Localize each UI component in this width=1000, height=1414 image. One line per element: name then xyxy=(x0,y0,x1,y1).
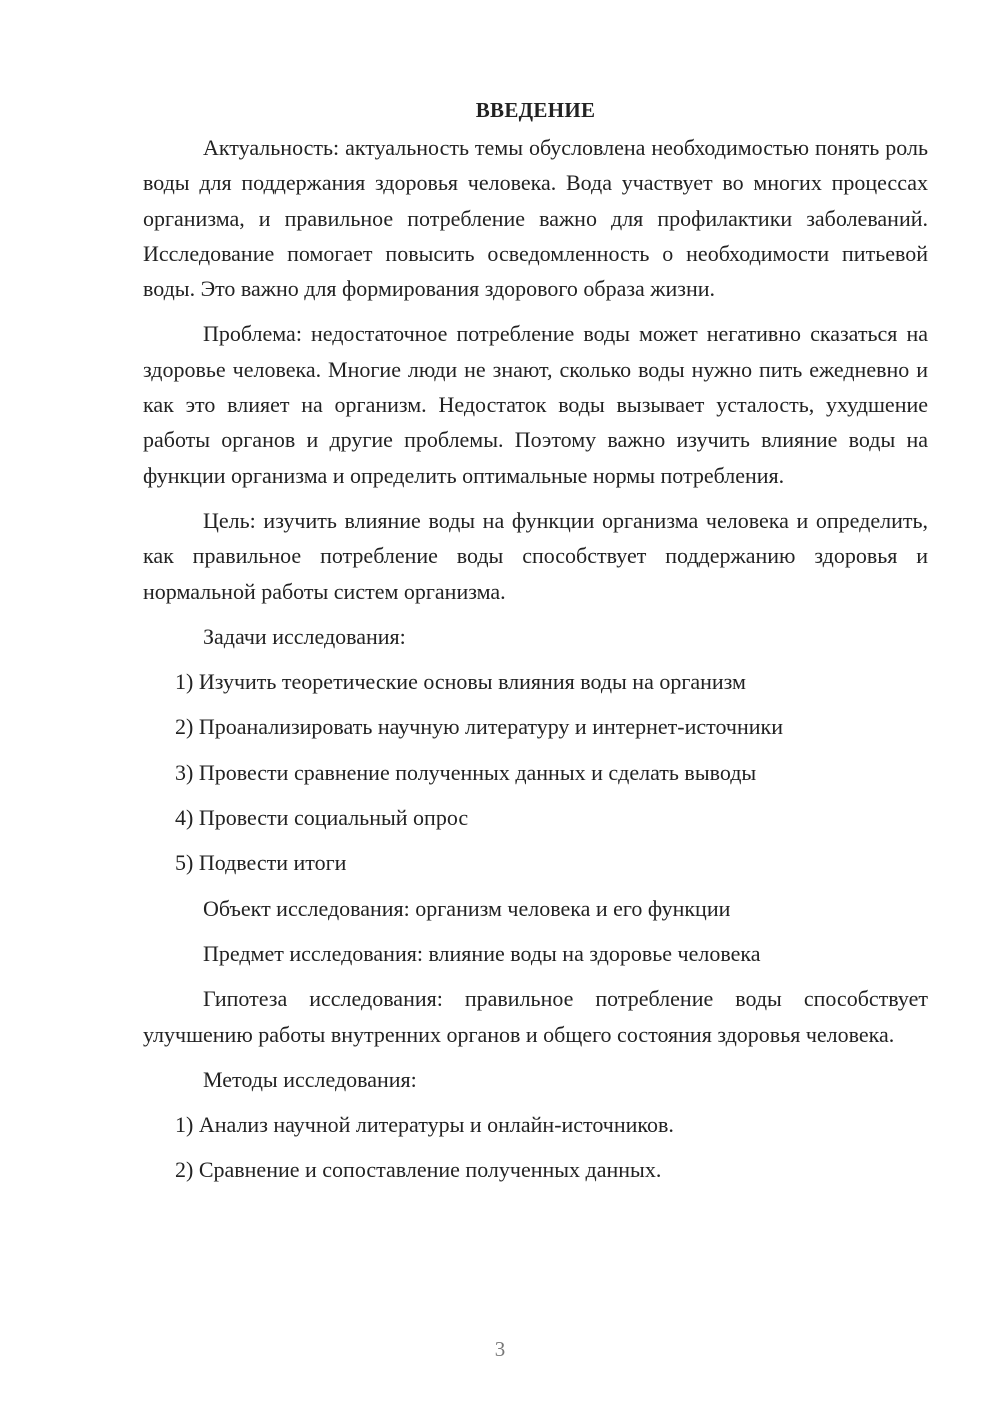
page-number: 3 xyxy=(494,1337,506,1361)
object-line: Объект исследования: организм человека и его функции xyxy=(203,895,731,921)
task-item: 4) Провести социальный опрос xyxy=(175,805,469,831)
task-item: 1) Изучить теоретические основы влияния воды на организм xyxy=(175,669,746,695)
task-item: 2) Проанализировать научную литературу и интернет-источники xyxy=(175,714,783,740)
page-content xyxy=(143,94,928,1198)
task-item: 5) Подвести итоги xyxy=(175,850,347,876)
subject-line: Предмет исследования: влияние воды на здоровье человека xyxy=(203,940,761,966)
task-item: 3) Провести сравнение полученных данных и сделать выводы xyxy=(175,759,757,785)
method-item: 2) Сравнение и сопоставление полученных данных. xyxy=(175,1157,662,1183)
methods-heading: Методы исследования: xyxy=(203,1066,417,1092)
section-title: ВВЕДЕНИЕ xyxy=(475,98,596,122)
tasks-heading: Задачи исследования: xyxy=(203,623,406,649)
method-item: 1) Анализ научной литературы и онлайн-источников. xyxy=(175,1112,674,1138)
goal-paragraph: Цель: изучить влияние воды на функции организма человека и определить, как правильное потребление воды способствует поддержанию здоровья и нормальной работы систем организма. xyxy=(143,507,928,604)
hypothesis-paragraph: Гипотеза исследования: правильное потребление воды способствует улучшению работы внутренних органов и общего состояния здоровья человека. xyxy=(143,986,928,1047)
problem-paragraph: Проблема: недостаточное потребление воды может негативно сказаться на здоровье человека. Многие люди не знают, сколько воды нужно пить ежедневно и как это влияет на организм. Недостаток воды вызывает усталость, ухудшение работы органов и другие проблемы. Поэтому важно изучить влияние воды на функции организма и определить оптимальные нормы потребления. xyxy=(143,321,928,488)
relevance-paragraph: Актуальность: актуальность темы обусловлена необходимостью понять роль воды для поддержания здоровья человека. Вода участвует во многих процессах организма, и правильное потребление важно для профилактики заболеваний. Исследование помогает повысить осведомленность о необходимости питьевой воды. Это важно для формирования здорового образа жизни. xyxy=(143,135,928,302)
